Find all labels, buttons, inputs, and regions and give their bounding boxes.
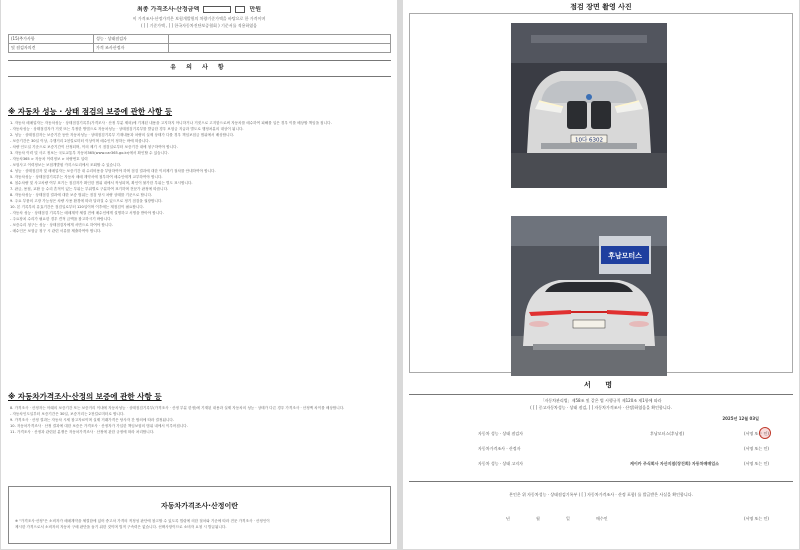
definition-title: 자동차가격조사·산정이란 — [160, 502, 239, 510]
list-item: - 자동차인도일부터 보증기간은 30일, 보증거리는 2천킬로미터로 합니다. — [10, 412, 125, 416]
table-row: (15)추가사항 성능 · 상태점검자 — [9, 35, 391, 44]
divider — [8, 76, 391, 77]
list-item: - 차량 인도일 기준으로 보증기간이 산정되며, 이의 제기 시 점검일로부터 보증기간 내에 청구하여야 합니다. — [10, 145, 178, 149]
list-item: 9. 가격조사 · 산정 결과는 자동차 시세 참고자료이며 실제 거래가격은 당사자 간 합의에 따라 결정됩니다. — [10, 418, 175, 422]
plate-number-front: 10다 6302 — [574, 137, 604, 144]
rear-car-image — [511, 216, 667, 376]
list-item: - 보험사고 이력정보는 보험개발원 카히스토리에서 조회할 수 있습니다. — [10, 163, 122, 167]
dealer-sign-text: 후남모터스 — [608, 252, 642, 260]
list-item: - 보증수리 청구는 성능 · 상태점검자에게 서면으로 하여야 합니다. — [10, 223, 113, 227]
additional-info-table — [8, 34, 391, 53]
front-car-image — [511, 23, 667, 188]
header-subtitle-1: 이 가격조사·산정가격은 보험개발원의 차량기준가액을 바탕으로 한 가격이며 — [132, 16, 266, 21]
list-item: - 자동차 성능 · 상태점검 기록부는 매매계약 체결 전에 매수인에게 설명하고 서명을 받아야 합니다. — [10, 211, 164, 215]
rear-car-photo — [511, 216, 667, 376]
appraiser-signature-field[interactable]: (서명 또는 인) — [744, 446, 769, 451]
confirm-text: 본인은 위 자동차성능 · 상태점검기록부 ( [ ] 자동차가격조사 · 산정 포함) 를 발급받은 사실을 확인합니다. — [509, 492, 693, 497]
list-item: 10. 본 기록부의 유효기간은 점검일로부터 120일이며 이후에는 재점검이 필요합니다. — [10, 205, 144, 209]
list-item: 9. 주요 부품의 고장 가능성은 차량 사용 환경에 따라 달라질 수 있으므로 정기 점검을 권장합니다. — [10, 199, 163, 203]
signer-row-notifier: 자동차 성능 · 상태 고지자 케이카 주식회사 자산지점(장진희) 자동차매매업소 (서명 또는 인) — [478, 461, 769, 466]
sign-intro-2: ( [ ] 중고자동차성능 · 상태 점검, [ ] 자동차가격조사 · 산정)하였음을 확인합니다. — [530, 405, 672, 410]
list-item: - 주요장치 수리가 필요한 경우 견적 금액을 참고하시기 바랍니다. — [10, 217, 112, 221]
list-item: 11. 가격조사 · 산정과 관련된 분쟁은 자동차가격조사 · 산정에 관한 규정에 따라 처리합니다. — [10, 430, 155, 434]
buyer-row: 년 월 일 매수인 (서명 또는 인) — [506, 516, 769, 521]
front-car-photo — [511, 23, 667, 188]
list-item: 8. 가격조사 · 산정자는 아래의 보증기간 또는 보증거리 이내에 자동차성능 · 상태점검기록부(가격조사 · 산정 부분 한정)에 기재된 내용과 실제 자동차의 성능 · 상태가 다른 경우 가격조사 · 산정액 차이를 배상합니다. — [10, 406, 345, 410]
list-item: - 보증기간은 30일 이상, 주행거리 2천킬로미터 이상이며 매수인이 정하는 바에 따릅니다. — [10, 139, 150, 143]
definition-box — [8, 486, 391, 544]
notifier-signature-field[interactable]: (서명 또는 인) — [744, 461, 769, 466]
divider — [8, 60, 391, 61]
section2-heading: ※ 자동차가격조사·산정의 보증에 관한 사항 등 — [8, 392, 162, 401]
divider — [409, 481, 793, 482]
sign-intro-1: 「자동차관리법」제58조 및 같은 법 시행규칙 제120조 제1항에 따라 — [540, 398, 662, 403]
signer-row-inspector: 자동차 성능 · 상태 점검자 후남모터스(후남점) (서명 또는 인) — [478, 431, 769, 436]
buyer-signature-field[interactable]: (서명 또는 인) — [744, 516, 769, 521]
section1-body — [10, 120, 390, 385]
red-seal-stamp — [759, 427, 771, 439]
list-item: 4. 성능 · 상태점검자 및 매매업자는 보증기간 내 수리비용을 부담하여야 하며 점검 결과에 대한 이의제기 절차를 안내하여야 합니다. — [10, 169, 216, 173]
list-item: 7. 판금, 용접, 교환 등 수리 흔적이 있는 부위는 부위별로 구분하여 표기하며 전문가 판정에 따릅니다. — [10, 187, 169, 191]
signature-section-title: 서 명 — [584, 381, 618, 389]
definition-text: ※ "가격조사·산정"은 소비자가 매매계약을 체결함에 있어 중고차 가격의 적정성 판단에 참고할 수 있도록 법령에 의한 절차와 기준에 따라 전문 가격조사 · 산정인이 제시한 가격으로서 소비자의 자동차 구매 판단을 돕기 위한 것이며 법적 구속력은 없습니다. 선택사항이므로 소비자 요청 시 발급됩니다. — [15, 519, 270, 529]
list-item: 1. 자동차 매매업자는 자동차성능 · 상태점검기록부(가격조사 · 산정 부분 제외)에 기재된 내용을 고지하지 아니하거나 거짓으로 고지함으로써 자동차를 매수하여 피해를 입은 경우 이를 배상할 책임을 집니다. — [10, 121, 332, 125]
list-item: 10. 자동차가격조사 · 산정 결과에 대한 보증은 가격조사 · 산정자가 가입한 책임보험의 범위 내에서 이루어집니다. — [10, 424, 188, 428]
list-item: 8. 자동차성능 · 상태점검 결과에 대한 보증 범위는 점검 당시 차량 상태를 기준으로 합니다. — [10, 193, 153, 197]
final-price-header: 최종 가격조사·산정금액 만원 — [136, 6, 262, 13]
list-item: - 매수인은 보험금 청구 시 관련 서류를 제출하여야 합니다. — [10, 229, 102, 233]
header-subtitle-2: ( [ ] 기준가액 , [ ] 한국자동차진단보증협회 ) 기준서를 적용하였음 — [140, 23, 258, 28]
list-item: - 자동차365 > 자동차 이력정보 > 차량번호 입력 — [10, 157, 88, 161]
list-item: - 자동차성능 · 상태점검자가 거짓 또는 부정한 방법으로 자동차성능 · 상태점검기록부를 발급한 경우 보험금 지급과 별도로 행정처분의 대상이 됩니다. — [10, 127, 244, 131]
appraiser-field[interactable] — [169, 44, 391, 53]
left-document-page — [1, 0, 397, 549]
inspector-signature-field[interactable]: (서명 또는 인) — [744, 431, 769, 436]
notice-title: 유 의 사 항 — [170, 64, 228, 71]
right-document-page — [403, 0, 799, 549]
price-box-2[interactable] — [235, 6, 245, 13]
photo-section-title: 점검 장면 촬영 사진 — [570, 3, 632, 11]
list-item: 3. 자동차 이력 및 사고 정보는 국토교통부 자동차365(www.car365.go.kr)에서 확인할 수 있습니다. — [10, 151, 169, 155]
signer-row-appraiser: 자동차가격조사 · 산정자 (서명 또는 인) — [478, 446, 769, 451]
section1-heading: ※ 자동차 성능 · 상태 점검의 보증에 관한 사항 등 — [8, 107, 173, 116]
divider — [409, 394, 793, 395]
price-box-1[interactable] — [203, 6, 231, 13]
sign-date: 2025년 12월 03일 — [722, 416, 759, 421]
table-row: 및 점검자의견 가격 조사산정자 — [9, 44, 391, 53]
inspector-field[interactable] — [169, 35, 391, 44]
list-item: 2. 성능 · 상태점검자는 보증기간 동안 자동차성능 · 상태점검기록부 기재내용과 차량의 실제 상태가 다를 경우 책임보험금 범위에서 배상합니다. — [10, 133, 235, 137]
list-item: 6. 침수차량 및 사고차량 여부 표기는 점검자가 확인한 범위 내에서 작성되며, 확인이 불가한 부위는 별도 표시합니다. — [10, 181, 193, 185]
list-item: 5. 자동차성능 · 상태점검기록부는 자동차 매매 계약서에 첨부하여 매수인에게 교부하여야 합니다. — [10, 175, 163, 179]
section2-body — [10, 405, 390, 477]
